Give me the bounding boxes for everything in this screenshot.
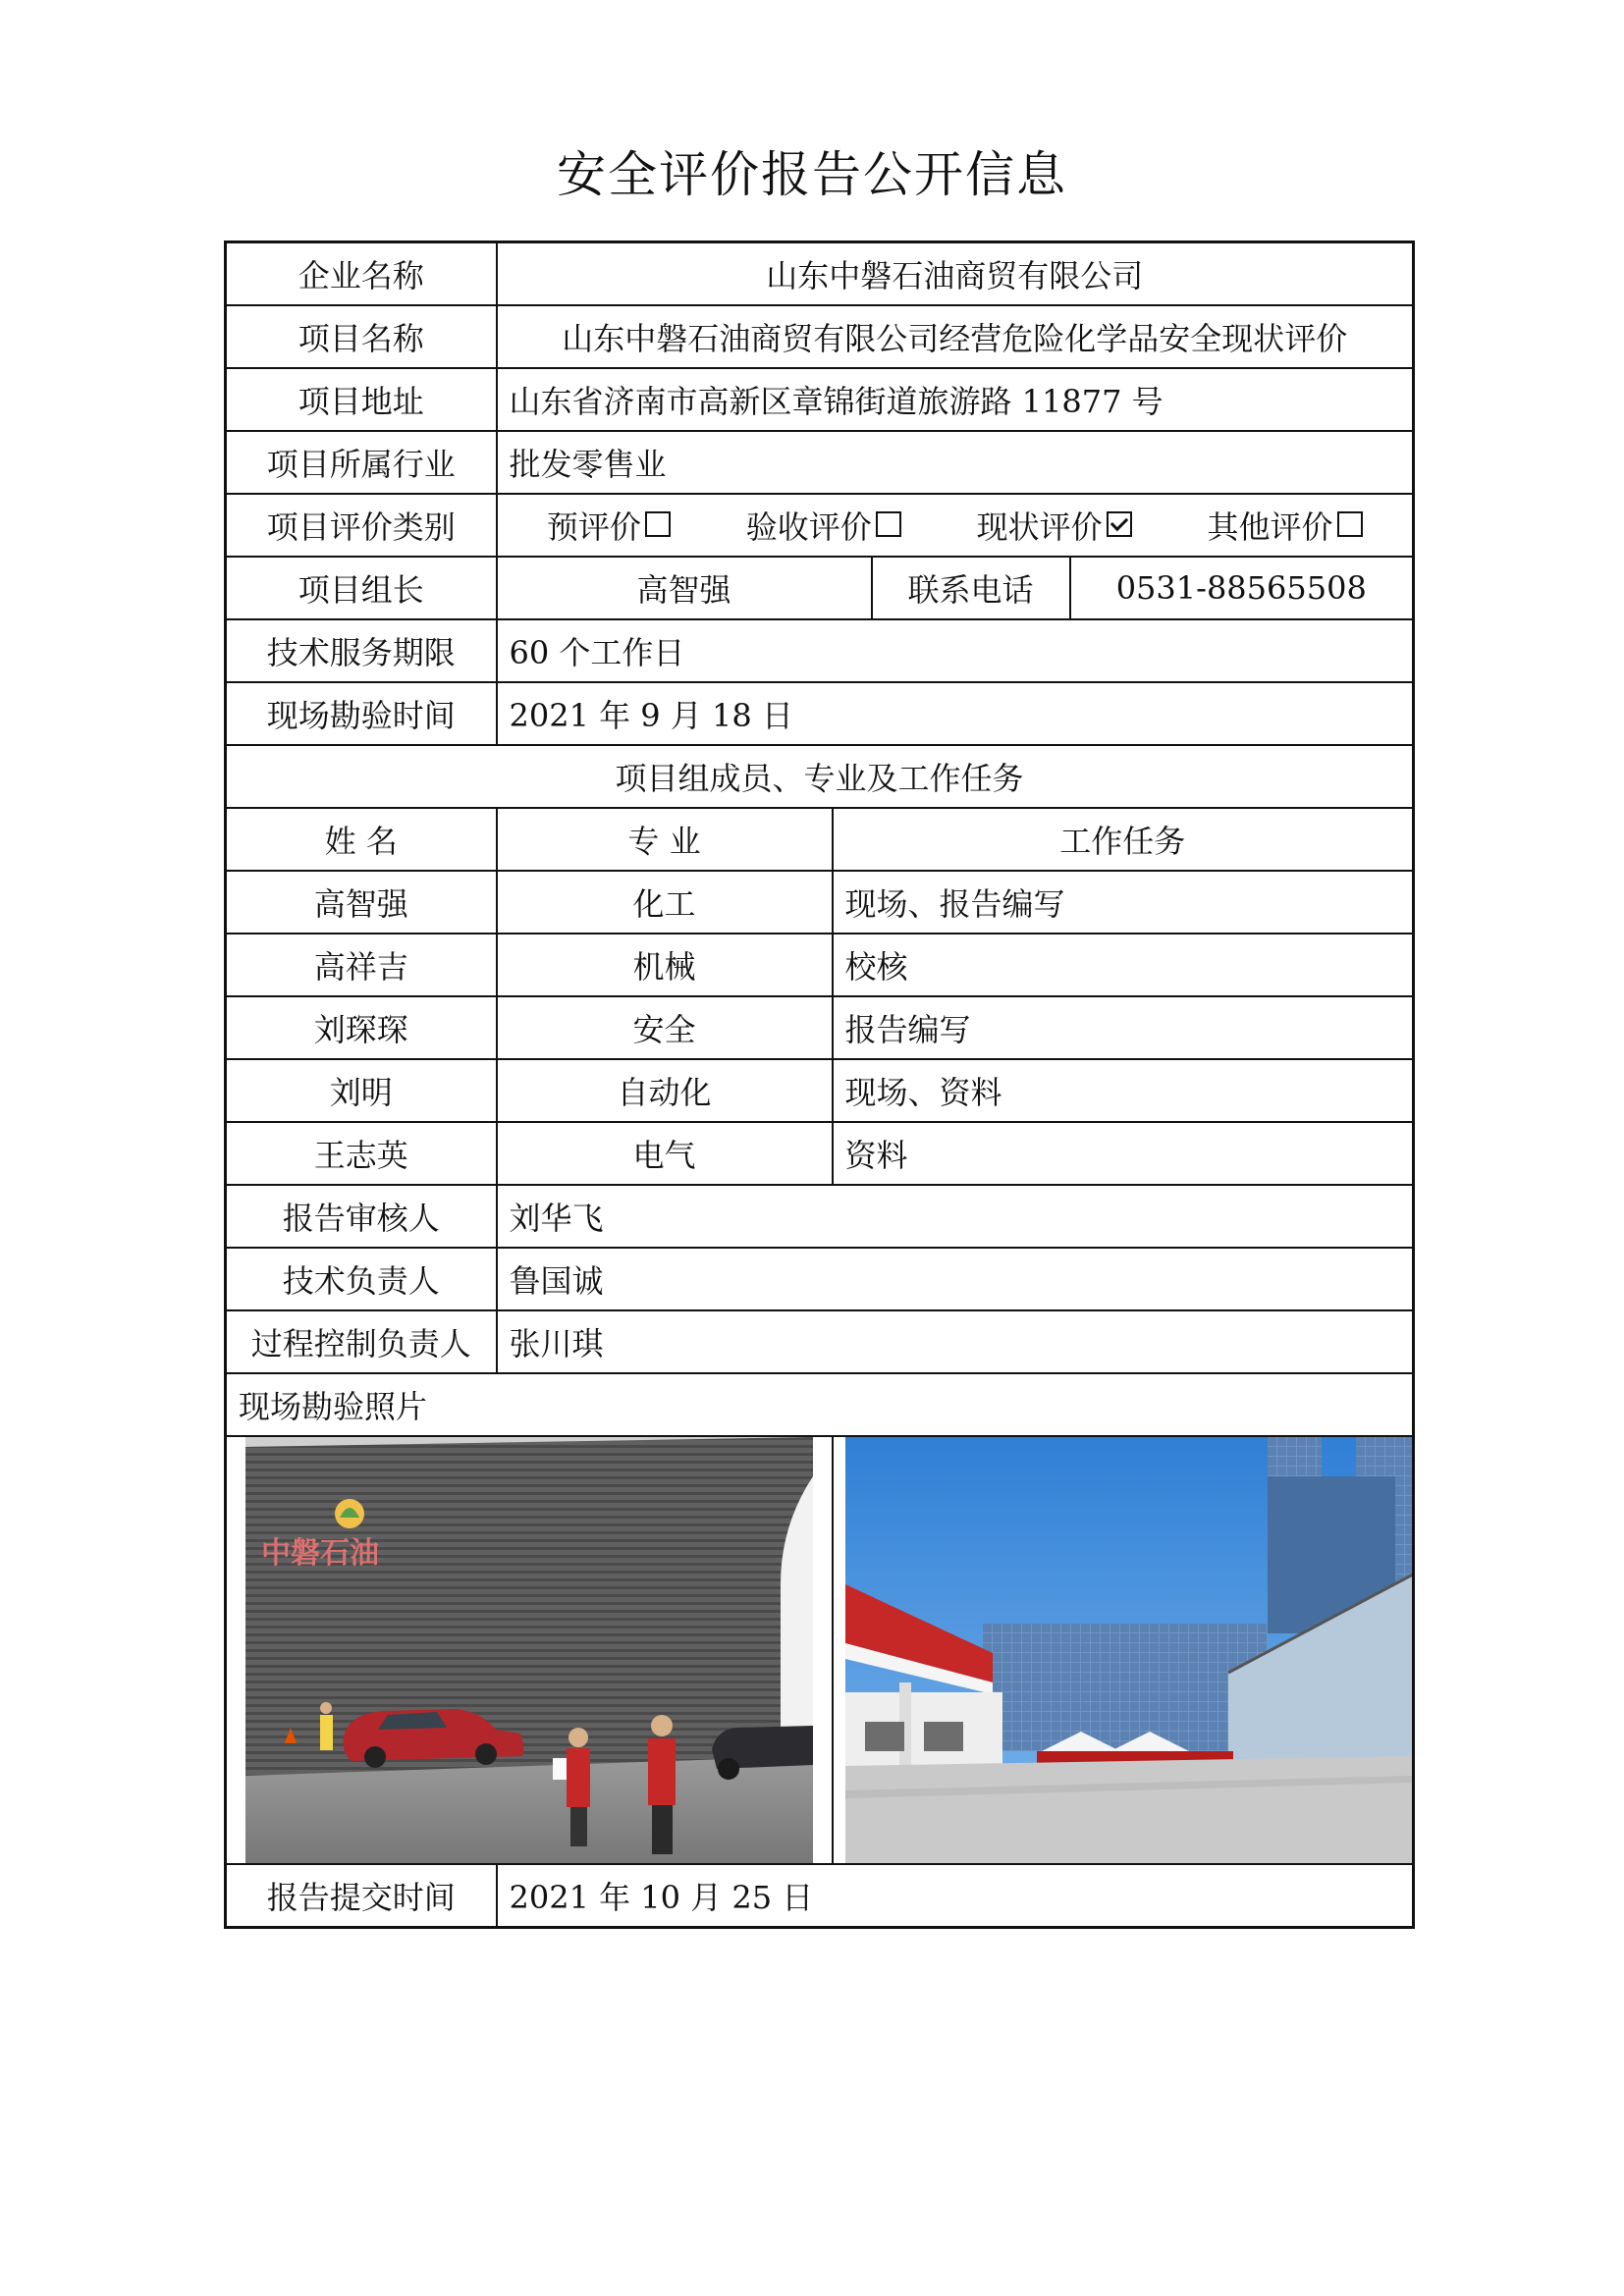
row-industry bbox=[226, 431, 1414, 494]
member-task: 现场、报告编写 bbox=[833, 871, 1414, 934]
phone-label: 联系电话 bbox=[872, 557, 1070, 619]
leader-label: 项目组长 bbox=[226, 557, 497, 619]
survey-time-label: 现场勘验时间 bbox=[226, 682, 497, 745]
checkbox-pre-evaluation bbox=[645, 511, 671, 537]
member-name: 高智强 bbox=[226, 871, 497, 934]
member-task: 校核 bbox=[833, 934, 1414, 996]
page-title: 安全评价报告公开信息 bbox=[557, 146, 1067, 203]
row-photos-label bbox=[226, 1373, 1414, 1436]
project-name-label: 项目名称 bbox=[226, 305, 497, 368]
phone-value: 0531-88565508 bbox=[1070, 557, 1414, 619]
project-name-value: 山东中磐石油商贸有限公司经营危险化学品安全现状评价 bbox=[497, 305, 1414, 368]
member-major: 电气 bbox=[497, 1122, 833, 1185]
submit-time-label: 报告提交时间 bbox=[226, 1864, 497, 1928]
tech-lead-value: 鲁国诚 bbox=[497, 1248, 1414, 1310]
members-section-title: 项目组成员、专业及工作任务 bbox=[226, 745, 1414, 808]
header-name: 姓 名 bbox=[226, 808, 497, 871]
evaluation-type-label: 项目评价类别 bbox=[226, 494, 497, 557]
member-major: 安全 bbox=[497, 996, 833, 1059]
header-major: 专 业 bbox=[497, 808, 833, 871]
row-company bbox=[226, 242, 1414, 306]
member-task: 资料 bbox=[833, 1122, 1414, 1185]
report-info-table bbox=[224, 240, 1415, 1929]
member-name: 刘明 bbox=[226, 1059, 497, 1122]
photo-building-image bbox=[245, 1437, 813, 1863]
option-pre-evaluation: 预评价 bbox=[547, 503, 671, 548]
photos-label: 现场勘验照片 bbox=[226, 1373, 1414, 1436]
photo-station-image bbox=[845, 1437, 1413, 1863]
member-row bbox=[226, 1059, 1414, 1122]
member-row bbox=[226, 934, 1414, 996]
row-submit-time bbox=[226, 1864, 1414, 1928]
survey-time-value: 2021 年 9 月 18 日 bbox=[497, 682, 1414, 745]
submit-time-value: 2021 年 10 月 25 日 bbox=[497, 1864, 1414, 1928]
row-survey-time bbox=[226, 682, 1414, 745]
company-value: 山东中磐石油商贸有限公司 bbox=[497, 242, 1414, 306]
member-major: 机械 bbox=[497, 934, 833, 996]
members-header-row bbox=[226, 808, 1414, 871]
checkbox-other-evaluation bbox=[1337, 511, 1363, 537]
service-period-value: 60 个工作日 bbox=[497, 619, 1414, 682]
member-row bbox=[226, 1122, 1414, 1185]
option-other-evaluation: 其他评价 bbox=[1208, 503, 1363, 548]
member-name: 高祥吉 bbox=[226, 934, 497, 996]
tech-lead-label: 技术负责人 bbox=[226, 1248, 497, 1310]
reviewer-value: 刘华飞 bbox=[497, 1185, 1414, 1248]
row-reviewer bbox=[226, 1185, 1414, 1248]
member-task: 报告编写 bbox=[833, 996, 1414, 1059]
header-task: 工作任务 bbox=[833, 808, 1414, 871]
option-status-evaluation: 现状评价 bbox=[977, 503, 1132, 548]
service-period-label: 技术服务期限 bbox=[226, 619, 497, 682]
row-leader bbox=[226, 557, 1414, 619]
process-lead-value: 张川琪 bbox=[497, 1310, 1414, 1373]
photo-cell-left bbox=[226, 1436, 833, 1864]
industry-value: 批发零售业 bbox=[497, 431, 1414, 494]
project-address-value: 山东省济南市高新区章锦街道旅游路 11877 号 bbox=[497, 368, 1414, 431]
row-process-lead bbox=[226, 1310, 1414, 1373]
evaluation-type-options bbox=[497, 494, 1414, 557]
member-name: 王志英 bbox=[226, 1122, 497, 1185]
row-project-name bbox=[226, 305, 1414, 368]
process-lead-label: 过程控制负责人 bbox=[226, 1310, 497, 1373]
company-label: 企业名称 bbox=[226, 242, 497, 306]
photo-cell-right bbox=[833, 1436, 1414, 1864]
member-row bbox=[226, 996, 1414, 1059]
industry-label: 项目所属行业 bbox=[226, 431, 497, 494]
row-project-address bbox=[226, 368, 1414, 431]
project-address-label: 项目地址 bbox=[226, 368, 497, 431]
member-name: 刘琛琛 bbox=[226, 996, 497, 1059]
option-acceptance-evaluation: 验收评价 bbox=[746, 503, 901, 548]
row-tech-lead bbox=[226, 1248, 1414, 1310]
row-members-title bbox=[226, 745, 1414, 808]
row-service-period bbox=[226, 619, 1414, 682]
checkbox-acceptance-evaluation bbox=[876, 511, 901, 537]
reviewer-label: 报告审核人 bbox=[226, 1185, 497, 1248]
checkbox-status-evaluation-checked bbox=[1107, 511, 1132, 537]
site-photo-station bbox=[845, 1437, 1413, 1863]
member-task: 现场、资料 bbox=[833, 1059, 1414, 1122]
leader-value: 高智强 bbox=[497, 557, 872, 619]
member-row bbox=[226, 871, 1414, 934]
member-major: 自动化 bbox=[497, 1059, 833, 1122]
site-photo-building bbox=[245, 1437, 813, 1863]
row-photos bbox=[226, 1436, 1414, 1864]
member-major: 化工 bbox=[497, 871, 833, 934]
photo-sign-text: 中磐石油 bbox=[260, 1536, 379, 1571]
row-evaluation-type bbox=[226, 494, 1414, 557]
